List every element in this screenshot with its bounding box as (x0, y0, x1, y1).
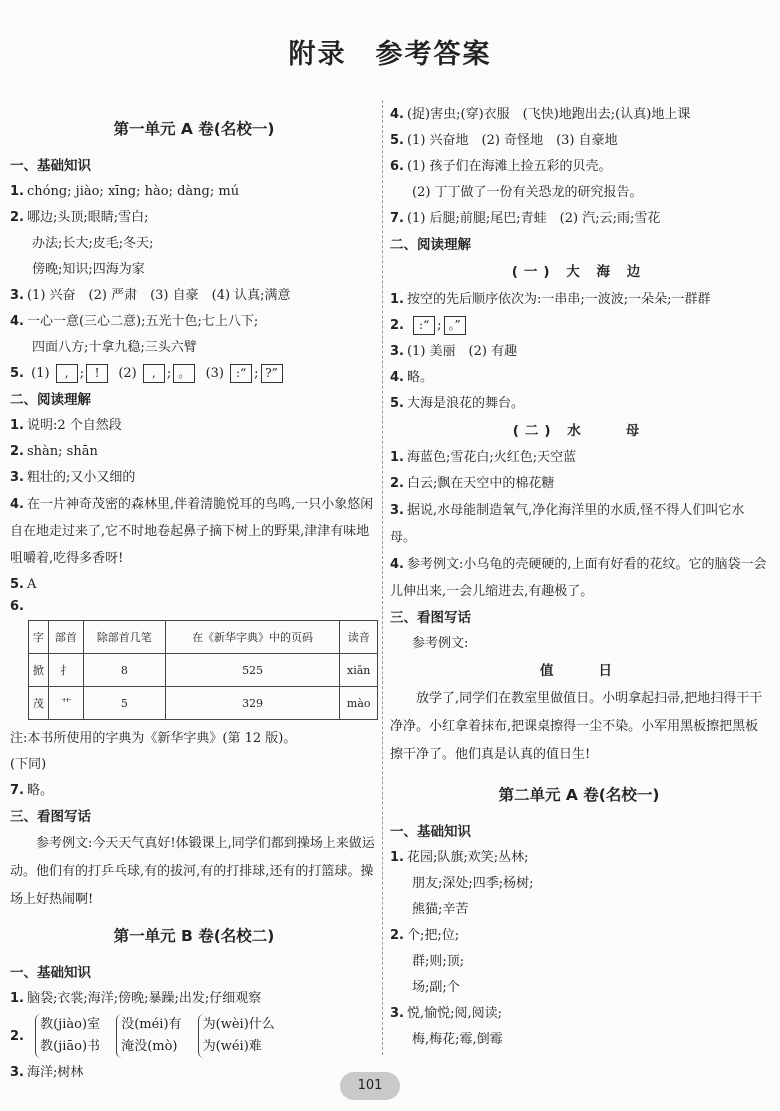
answer-text: 花园;队旗;欢笑;丛林; (406, 850, 529, 865)
answer-line: 熊猫;辛苦 (412, 902, 469, 917)
polyphone-groups (35, 1014, 287, 1058)
punctuation-box: 。” (444, 316, 466, 335)
part-label: (3) (205, 366, 224, 381)
answer-text: A (26, 577, 37, 592)
answer-line: 3. 粗壮的;又小又细的 (10, 470, 136, 485)
answer-line: 1. 脑袋;衣裳;海洋;傍晚;暴躁;出发;仔细观察 (10, 991, 262, 1006)
right-column (390, 102, 768, 1053)
page-title: 附录 参考答案 (288, 39, 492, 70)
answer-line: 2. 个;把;位; (390, 928, 460, 943)
table-cell: 茂 (29, 687, 49, 720)
answer-line: 6. (10, 599, 24, 614)
answer-line: 朋友;深处;四季;杨树; (412, 876, 534, 891)
table-cell: 艹 (48, 687, 83, 720)
answer-text: 大海是浪花的舞台。 (406, 396, 524, 411)
answer-line: 5. (1) 兴奋地 (2) 奇怪地 (3) 自豪地 (390, 133, 618, 148)
answer-line: 2. shàn; shān (10, 444, 98, 459)
answer-text: 粗壮的;又小又细的 (26, 470, 136, 485)
table-row (29, 654, 378, 687)
answer-line: 2. 教(jiào)室 教(jiāo)书 没(méi)有 淹没(mò) 为(wèi)什么 为(wéi)难 (10, 1014, 378, 1058)
answer-line: 3. 海洋;树林 (10, 1065, 84, 1080)
answer-text: (捉)害虫;(穿)衣服 (飞快)地跑出去;(认真)地上课 (406, 107, 691, 122)
answer-text: 哪边;头顶;眼睛;雪白; (26, 210, 149, 225)
section-heading: 一、基础知识 (10, 158, 91, 174)
part-label: (1) (31, 366, 50, 381)
punctuation-box: :“ (413, 316, 435, 335)
answer-text: 略。 (406, 370, 433, 385)
answer-text: (1) 兴奋 (2) 严肃 (3) 自豪 (4) 认真;满意 (26, 288, 291, 303)
answer-text: 脑袋;衣裳;海洋;傍晚;暴躁;出发;仔细观察 (26, 991, 262, 1006)
passage-title: (一) 大 海 边 (511, 264, 647, 280)
answer-line: 4. (捉)害虫;(穿)衣服 (飞快)地跑出去;(认真)地上课 (390, 107, 691, 122)
table-cell: 329 (165, 687, 340, 720)
answer-line: 5. 大海是浪花的舞台。 (390, 396, 524, 411)
answer-text: 个;把;位; (406, 928, 460, 943)
answer-text: 在一片神奇茂密的森林里,伴着清脆悦耳的鸟鸣,一只小象悠闲自在地走过来了,它不时地卷起鼻子摘下树上的野果,津津有味地咀嚼着,吃得多香呀! (10, 497, 374, 566)
polyphone-group: 教(jiào)室 教(jiāo)书 (35, 1014, 100, 1058)
note-text: (下同) (10, 757, 47, 772)
answer-text: 参考例文:小乌龟的壳硬硬的,上面有好看的花纹。它的脑袋一会儿伸出来,一会儿缩进去,有趣极了。 (390, 557, 767, 599)
table-header: 字 (29, 621, 49, 654)
table-cell: 8 (83, 654, 165, 687)
answer-line: 3. 悦,愉悦;阅,阅读; (390, 1006, 503, 1021)
answer-text: 按空的先后顺序依次为:一串串;一波波;一朵朵;一群群 (406, 292, 711, 307)
model-essay: 放学了,同学们在教室里做值日。小明拿起扫帚,把地扫得干干净净。小红拿着抹布,把课桌擦得一尘不染。小军用黑板擦把黑板擦干净了。他们真是认真的值日生! (390, 691, 763, 762)
answer-text: (1) 孩子们在海滩上捡五彩的贝壳。 (406, 159, 612, 174)
answer-text: chóng; jiào; xīng; hào; dàng; mú (26, 184, 240, 199)
table-cell: 扌 (48, 654, 83, 687)
table-header-row (29, 621, 378, 654)
answer-line: 6. (1) 孩子们在海滩上捡五彩的贝壳。 (390, 159, 612, 174)
answer-line: 2. 哪边;头顶;眼睛;雪白; (10, 210, 149, 225)
polyphone-group: 没(méi)有 淹没(mò) (116, 1014, 181, 1058)
answer-line: 2. :“ ; 。” (390, 313, 768, 339)
table-cell: mào (340, 687, 378, 720)
answer-text: 一心一意(三心二意);五光十色;七上八下; (26, 314, 259, 329)
table-cell: 5 (83, 687, 165, 720)
answer-line: 1. 海蓝色;雪花白;火红色;天空蓝 (390, 450, 577, 465)
answer-line: 7. 略。 (10, 783, 53, 798)
part-label: (2) (118, 366, 137, 381)
table-header: 除部首几笔 (83, 621, 165, 654)
table-cell: 掀 (29, 654, 49, 687)
answer-line: 办法;长大;皮毛;冬天; (32, 236, 154, 251)
answer-line: 1. 花园;队旗;欢笑;丛林; (390, 850, 529, 865)
section-heading: 一、基础知识 (390, 824, 471, 840)
example-label: 参考例文: (412, 636, 469, 651)
answer-line: 四面八方;十拿九稳;三头六臂 (32, 340, 197, 355)
answer-text: 据说,水母能制造氧气,净化海洋里的水质,怪不得人们叫它水母。 (390, 503, 745, 545)
answer-text: 略。 (26, 783, 53, 798)
answer-text: 海蓝色;雪花白;火红色;天空蓝 (406, 450, 577, 465)
punctuation-box: :“ (230, 364, 252, 383)
answer-text: (1) 兴奋地 (2) 奇怪地 (3) 自豪地 (406, 133, 618, 148)
note-text: 注:本书所使用的字典为《新华字典》(第 12 版)。 (10, 731, 297, 746)
answer-line: 1. 按空的先后顺序依次为:一串串;一波波;一朵朵;一群群 (390, 292, 711, 307)
page-number: 101 (340, 1072, 400, 1100)
answer-line: 4. 略。 (390, 370, 433, 385)
answer-line: 4. 在一片神奇茂密的森林里,伴着清脆悦耳的鸟鸣,一只小象悠闲自在地走过来了,它不时地卷起鼻子摘下树上的野果,津津有味地咀嚼着,吃得多香呀! (10, 497, 374, 566)
answer-text: shàn; shān (26, 444, 98, 459)
answer-line: 5. (1) , ; ! (2) , ; 。 (3) :“ ; ?” (10, 361, 378, 387)
punctuation-box: , (143, 364, 165, 383)
answer-line: (2) 丁丁做了一份有关恐龙的研究报告。 (412, 185, 643, 200)
section-heading: 三、看图写话 (10, 809, 91, 825)
answer-text: 说明:2 个自然段 (26, 418, 122, 433)
unit-heading: 第二单元 A 卷(名校一) (498, 786, 660, 804)
section-heading: 二、阅读理解 (390, 237, 471, 253)
answer-line: 傍晚;知识;四海为家 (32, 262, 145, 277)
column-divider (382, 100, 383, 1055)
section-heading: 二、阅读理解 (10, 392, 91, 408)
unit-heading: 第一单元 A 卷(名校一) (113, 120, 275, 138)
answer-text: 悦,愉悦;阅,阅读; (406, 1006, 503, 1021)
section-heading: 三、看图写话 (390, 610, 471, 626)
dictionary-table (28, 620, 378, 720)
answer-line: 4. 一心一意(三心二意);五光十色;七上八下; (10, 314, 259, 329)
answer-text: (1) 后腿;前腿;尾巴;青蛙 (2) 汽;云;雨;雪花 (406, 211, 661, 226)
answer-line: 1. chóng; jiào; xīng; hào; dàng; mú (10, 184, 240, 199)
table-header: 读音 (340, 621, 378, 654)
answer-line: 3. (1) 美丽 (2) 有趣 (390, 344, 518, 359)
answer-line: 3. (1) 兴奋 (2) 严肃 (3) 自豪 (4) 认真;满意 (10, 288, 291, 303)
answer-text: 白云;飘在天空中的棉花糖 (406, 476, 555, 491)
unit-heading: 第一单元 B 卷(名校二) (113, 927, 275, 945)
left-column (10, 105, 378, 1086)
table-cell: 525 (165, 654, 340, 687)
table-row (29, 687, 378, 720)
passage-title: (二) 水 母 (512, 423, 646, 439)
essay-title: 值 日 (540, 663, 618, 679)
answer-line: 7. (1) 后腿;前腿;尾巴;青蛙 (2) 汽;云;雨;雪花 (390, 211, 661, 226)
answer-line: 群;则;顶; (412, 954, 465, 969)
table-header: 部首 (48, 621, 83, 654)
punctuation-box: ?” (261, 364, 283, 383)
table-cell: xiān (340, 654, 378, 687)
answer-line: 2. 白云;飘在天空中的棉花糖 (390, 476, 555, 491)
section-heading: 一、基础知识 (10, 965, 91, 981)
answer-line: 场;副;个 (412, 980, 460, 995)
polyphone-group: 为(wèi)什么 为(wéi)难 (198, 1014, 275, 1058)
answer-text: 海洋;树林 (26, 1065, 84, 1080)
punctuation-box: 。 (173, 364, 195, 383)
model-essay: 参考例文:今天天气真好!体锻课上,同学们都到操场上来做运动。他们有的打乒乓球,有的拔河,有的打排球,还有的打篮球。操场上好热闹啊! (10, 836, 375, 907)
answer-line: 1. 说明:2 个自然段 (10, 418, 122, 433)
punctuation-box: ! (86, 364, 108, 383)
table-header: 在《新华字典》中的页码 (165, 621, 340, 654)
answer-line: 3. 据说,水母能制造氧气,净化海洋里的水质,怪不得人们叫它水母。 (390, 503, 745, 545)
answer-line: 4. 参考例文:小乌龟的壳硬硬的,上面有好看的花纹。它的脑袋一会儿伸出来,一会儿缩进去,有趣极了。 (390, 557, 767, 599)
answer-text: (1) 美丽 (2) 有趣 (406, 344, 518, 359)
answer-line: 5. A (10, 577, 37, 592)
punctuation-box: , (56, 364, 78, 383)
answer-line: 梅,梅花;霉,倒霉 (412, 1032, 503, 1047)
